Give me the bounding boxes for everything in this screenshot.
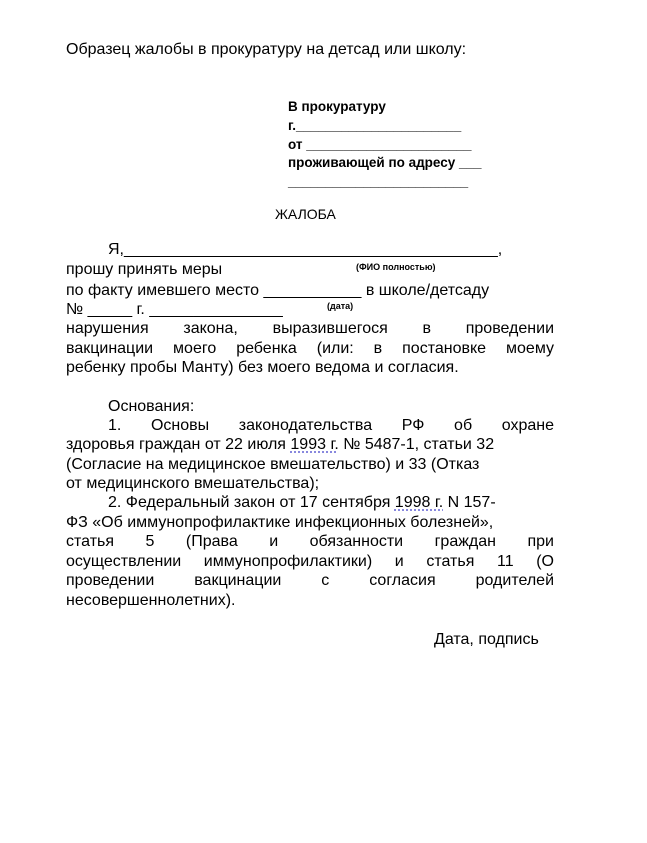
item1-line-4: от медицинского вмешательства);: [66, 475, 320, 492]
intro-i-line: Я,__________________________________________,: [108, 241, 503, 258]
item1-line-3: (Согласие на медицинское вмешательство) и 33 (Отказ: [66, 456, 480, 473]
item2-line-5: проведении вакцинации с согласия родителей: [66, 572, 554, 589]
address-residence: проживающей по адресу ___: [288, 155, 482, 170]
item1-line-2-end: № 5487-1, статьи 32: [338, 436, 495, 453]
item2-line-1: [108, 494, 496, 512]
document-title: ЖАЛОБА: [275, 206, 336, 222]
address-blank-line: ________________________: [288, 174, 469, 189]
item2-line-1-end: N 157-: [443, 494, 496, 511]
item1-line-1: 1. Основы законодательства РФ об охране: [108, 417, 554, 434]
item1-line-2-start: здоровья граждан от 22 июля: [66, 436, 291, 453]
body-line-3: ребенку пробы Манту) без моего ведома и согласия.: [66, 359, 459, 376]
date-note: (дата): [327, 301, 354, 311]
grounds-title: Основания:: [108, 398, 195, 415]
intro-request: прошу принять меры: [66, 261, 223, 278]
body-line-2: вакцинации моего ребенка (или: в постановке моему: [66, 340, 554, 357]
item2-line-1-start: 2. Федеральный закон от 17 сентября: [108, 494, 395, 511]
law-year-link[interactable]: 1998 г.: [394, 494, 444, 511]
fio-note: (ФИО полностью): [356, 262, 436, 272]
item1-line-2: [66, 436, 494, 454]
intro-fact-line: по факту имевшего место ___________ в школе/детсаду: [66, 282, 490, 299]
address-city: г.______________________: [288, 118, 462, 133]
body-line-1: нарушения закона, выразившегося в проведении: [66, 320, 554, 337]
item2-line-4: осуществлении иммунопрофилактики) и статья 11 (О: [66, 553, 554, 570]
law-date-link[interactable]: 1993 г.: [290, 436, 339, 453]
signature-line: Дата, подпись: [434, 631, 539, 648]
address-to: В прокуратуру: [288, 99, 386, 114]
item2-line-6: несовершеннолетних).: [66, 592, 236, 609]
document-heading: Образец жалобы в прокуратуру на детсад или школу:: [66, 41, 467, 58]
address-from: от ______________________: [288, 137, 472, 152]
intro-number-line: № _____ г. _______________: [66, 301, 283, 318]
item2-line-3: статья 5 (Права и обязанности граждан при: [66, 533, 554, 550]
item2-line-2: ФЗ «Об иммунопрофилактике инфекционных болезней»,: [66, 514, 494, 531]
